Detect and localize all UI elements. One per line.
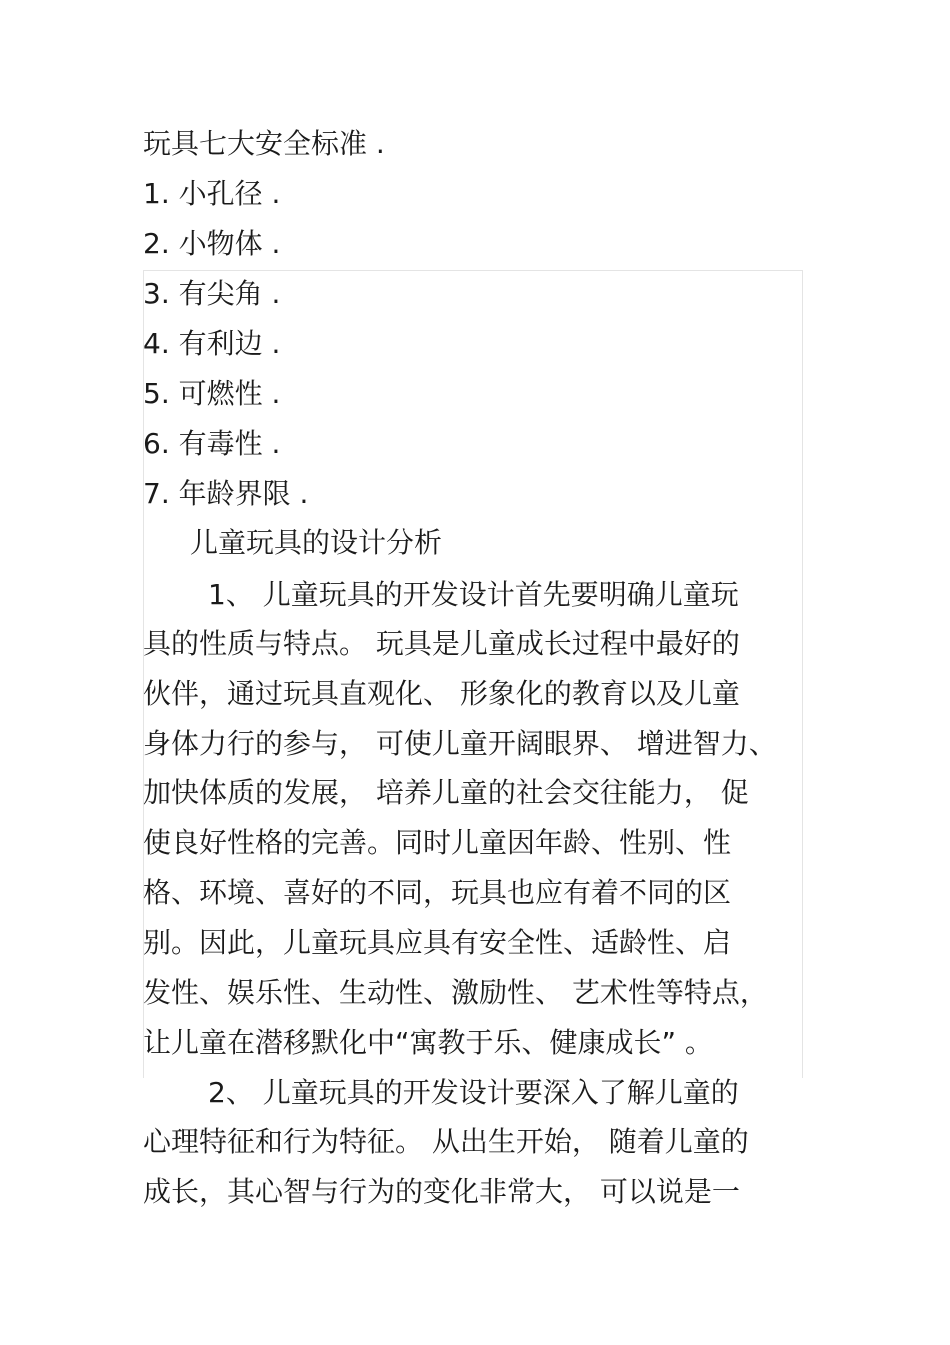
standard-item: 7. 年龄界限 . [143,477,309,510]
paragraph-line: 使良好性格的完善。同时儿童因年龄、性别、性 [143,826,732,859]
standard-item: 6. 有毒性 . [143,427,281,460]
paragraph-line: 让儿童在潜移默化中“寓教于乐、健康成长” 。 [143,1026,713,1059]
paragraph-line: 伙伴，通过玩具直观化、 形象化的教育以及儿童 [143,677,740,710]
paragraph-line: 加快体质的发展， 培养儿童的社会交往能力， 促 [143,776,749,809]
paragraph-line: 格、环境、喜好的不同，玩具也应有着不同的区 [143,876,732,909]
standard-item: 4. 有利边 . [143,327,281,360]
paragraph-line: 2、 儿童玩具的开发设计要深入了解儿童的 [208,1076,739,1109]
standard-item: 5. 可燃性 . [143,377,281,410]
section-heading: 儿童玩具的设计分析 [190,526,443,559]
standard-item: 2. 小物体 . [143,227,281,260]
paragraph-line: 别。因此，儿童玩具应具有安全性、适龄性、启 [143,926,732,959]
paragraph-line: 发性、娱乐性、生动性、激励性、 艺术性等特点， [143,976,768,1009]
paragraph-line: 心理特征和行为特征。 从出生开始， 随着儿童的 [143,1125,749,1158]
paragraph-line: 具的性质与特点。 玩具是儿童成长过程中最好的 [143,627,740,660]
standard-item: 1. 小孔径 . [143,177,281,210]
paragraph-line: 成长，其心智与行为的变化非常大， 可以说是一 [143,1175,740,1208]
paragraph-line: 身体力行的参与， 可使儿童开阔眼界、 增进智力、 [143,727,777,760]
paragraph-line: 1、 儿童玩具的开发设计首先要明确儿童玩 [208,578,739,611]
document-title: 玩具七大安全标准 . [143,127,385,160]
standard-item: 3. 有尖角 . [143,277,281,310]
